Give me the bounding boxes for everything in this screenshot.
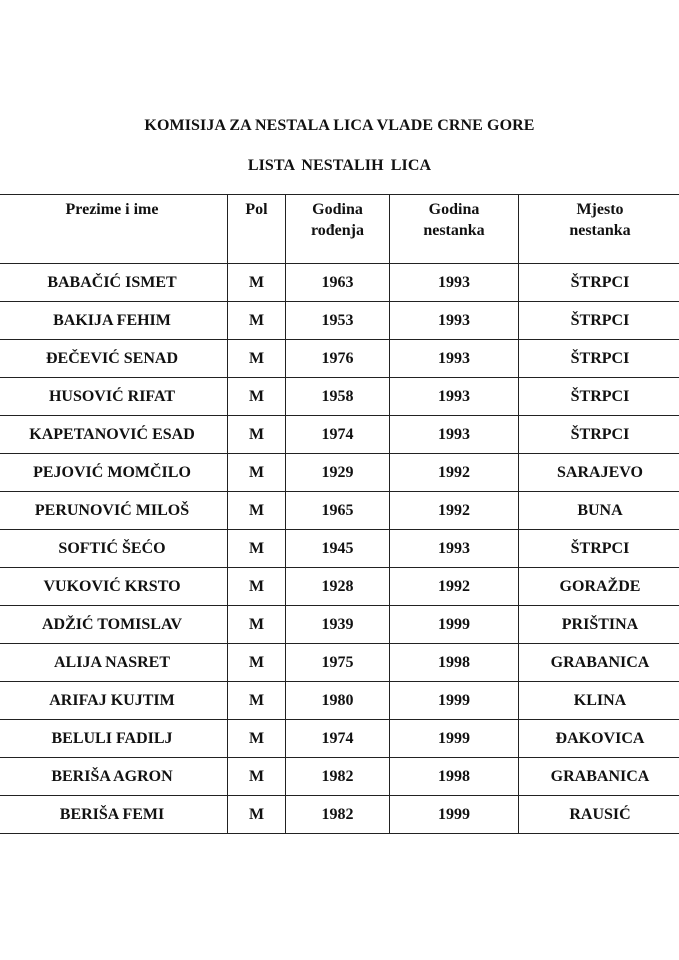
table-header-row xyxy=(0,195,679,264)
cell-birth-year: 1976 xyxy=(286,340,390,378)
missing-persons-table xyxy=(0,194,679,834)
cell-sex: M xyxy=(228,720,286,758)
table-row xyxy=(0,644,679,682)
cell-birth-year: 1982 xyxy=(286,796,390,834)
cell-sex: M xyxy=(228,416,286,454)
cell-place: SARAJEVO xyxy=(519,454,679,492)
table-row xyxy=(0,264,679,302)
table-row xyxy=(0,796,679,834)
cell-place: BUNA xyxy=(519,492,679,530)
cell-sex: M xyxy=(228,454,286,492)
cell-missing-year: 1993 xyxy=(390,302,519,340)
cell-name: ARIFAJ KUJTIM xyxy=(0,682,228,720)
cell-missing-year: 1993 xyxy=(390,378,519,416)
cell-place: ŠTRPCI xyxy=(519,378,679,416)
cell-missing-year: 1999 xyxy=(390,682,519,720)
cell-name: BELULI FADILJ xyxy=(0,720,228,758)
cell-name: KAPETANOVIĆ ESAD xyxy=(0,416,228,454)
cell-missing-year: 1999 xyxy=(390,720,519,758)
cell-sex: M xyxy=(228,492,286,530)
cell-name: BABAČIĆ ISMET xyxy=(0,264,228,302)
table-row xyxy=(0,758,679,796)
cell-place: ŠTRPCI xyxy=(519,264,679,302)
cell-birth-year: 1928 xyxy=(286,568,390,606)
cell-missing-year: 1998 xyxy=(390,644,519,682)
cell-sex: M xyxy=(228,682,286,720)
cell-birth-year: 1958 xyxy=(286,378,390,416)
header-name: Prezime i ime xyxy=(0,195,228,264)
cell-birth-year: 1974 xyxy=(286,416,390,454)
cell-name: ĐEČEVIĆ SENAD xyxy=(0,340,228,378)
table-row xyxy=(0,302,679,340)
cell-birth-year: 1975 xyxy=(286,644,390,682)
header-sex: Pol xyxy=(228,195,286,264)
cell-birth-year: 1939 xyxy=(286,606,390,644)
cell-missing-year: 1992 xyxy=(390,454,519,492)
cell-missing-year: 1998 xyxy=(390,758,519,796)
cell-sex: M xyxy=(228,378,286,416)
cell-place: PRIŠTINA xyxy=(519,606,679,644)
cell-name: PERUNOVIĆ MILOŠ xyxy=(0,492,228,530)
cell-name: SOFTIĆ ŠEĆO xyxy=(0,530,228,568)
cell-place: GORAŽDE xyxy=(519,568,679,606)
cell-sex: M xyxy=(228,302,286,340)
cell-birth-year: 1982 xyxy=(286,758,390,796)
cell-missing-year: 1992 xyxy=(390,492,519,530)
cell-place: GRABANICA xyxy=(519,644,679,682)
cell-missing-year: 1993 xyxy=(390,416,519,454)
cell-birth-year: 1965 xyxy=(286,492,390,530)
cell-missing-year: 1999 xyxy=(390,606,519,644)
cell-name: PEJOVIĆ MOMČILO xyxy=(0,454,228,492)
document-subtitle: LISTA NESTALIH LICA xyxy=(247,157,432,174)
cell-name: BERIŠA FEMI xyxy=(0,796,228,834)
cell-place: KLINA xyxy=(519,682,679,720)
cell-name: ADŽIĆ TOMISLAV xyxy=(0,606,228,644)
table-row xyxy=(0,606,679,644)
cell-birth-year: 1945 xyxy=(286,530,390,568)
document-title: KOMISIJA ZA NESTALA LICA VLADE CRNE GORE xyxy=(144,117,535,134)
cell-place: ŠTRPCI xyxy=(519,530,679,568)
table-row xyxy=(0,340,679,378)
cell-place: ŠTRPCI xyxy=(519,302,679,340)
cell-sex: M xyxy=(228,606,286,644)
cell-name: BAKIJA FEHIM xyxy=(0,302,228,340)
cell-place: ĐAKOVICA xyxy=(519,720,679,758)
cell-missing-year: 1993 xyxy=(390,264,519,302)
cell-sex: M xyxy=(228,530,286,568)
table-row xyxy=(0,568,679,606)
table-row xyxy=(0,454,679,492)
cell-sex: M xyxy=(228,340,286,378)
table-row xyxy=(0,378,679,416)
header-missing-year: Godina nestanka xyxy=(390,195,519,264)
cell-sex: M xyxy=(228,796,286,834)
table-row xyxy=(0,720,679,758)
cell-birth-year: 1953 xyxy=(286,302,390,340)
cell-sex: M xyxy=(228,758,286,796)
header-birth-year: Godina rođenja xyxy=(286,195,390,264)
cell-birth-year: 1929 xyxy=(286,454,390,492)
cell-place: ŠTRPCI xyxy=(519,416,679,454)
cell-missing-year: 1993 xyxy=(390,530,519,568)
cell-name: VUKOVIĆ KRSTO xyxy=(0,568,228,606)
cell-place: ŠTRPCI xyxy=(519,340,679,378)
cell-birth-year: 1980 xyxy=(286,682,390,720)
table-row xyxy=(0,416,679,454)
cell-name: ALIJA NASRET xyxy=(0,644,228,682)
cell-missing-year: 1993 xyxy=(390,340,519,378)
table-row xyxy=(0,530,679,568)
cell-sex: M xyxy=(228,644,286,682)
cell-place: GRABANICA xyxy=(519,758,679,796)
cell-birth-year: 1974 xyxy=(286,720,390,758)
cell-place: RAUSIĆ xyxy=(519,796,679,834)
cell-name: BERIŠA AGRON xyxy=(0,758,228,796)
table-row xyxy=(0,492,679,530)
cell-birth-year: 1963 xyxy=(286,264,390,302)
cell-missing-year: 1999 xyxy=(390,796,519,834)
cell-sex: M xyxy=(228,264,286,302)
header-place: Mjesto nestanka xyxy=(519,195,679,264)
cell-name: HUSOVIĆ RIFAT xyxy=(0,378,228,416)
table-row xyxy=(0,682,679,720)
cell-sex: M xyxy=(228,568,286,606)
cell-missing-year: 1992 xyxy=(390,568,519,606)
